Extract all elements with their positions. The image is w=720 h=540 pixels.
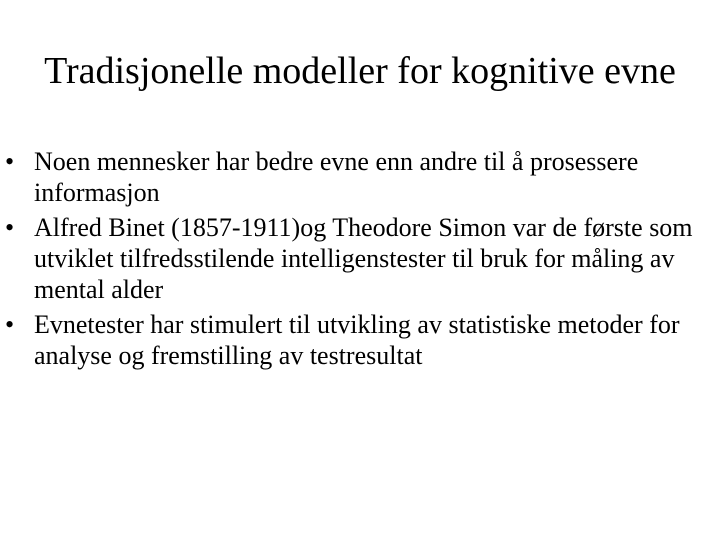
slide-title: Tradisjonelle modeller for kognitive evne bbox=[44, 50, 676, 92]
bullet-marker: • bbox=[5, 147, 15, 176]
bullet-text: Noen mennesker har bedre evne enn andre til å prosessere informasjon bbox=[34, 147, 639, 207]
bullet-item-1 bbox=[0, 146, 700, 208]
bullet-list bbox=[0, 146, 700, 375]
bullet-marker: • bbox=[5, 310, 15, 339]
bullet-item-2 bbox=[0, 212, 700, 305]
bullet-marker: • bbox=[5, 213, 15, 242]
bullet-text: Alfred Binet (1857-1911)og Theodore Simon var de første som utviklet tilfredsstilende intelligenstester til bruk for måling av mental alder bbox=[34, 213, 693, 304]
bullet-item-3 bbox=[0, 309, 700, 371]
bullet-text: Evnetester har stimulert til utvikling av statistiske metoder for analyse og fremstilling av testresultat bbox=[34, 310, 680, 370]
